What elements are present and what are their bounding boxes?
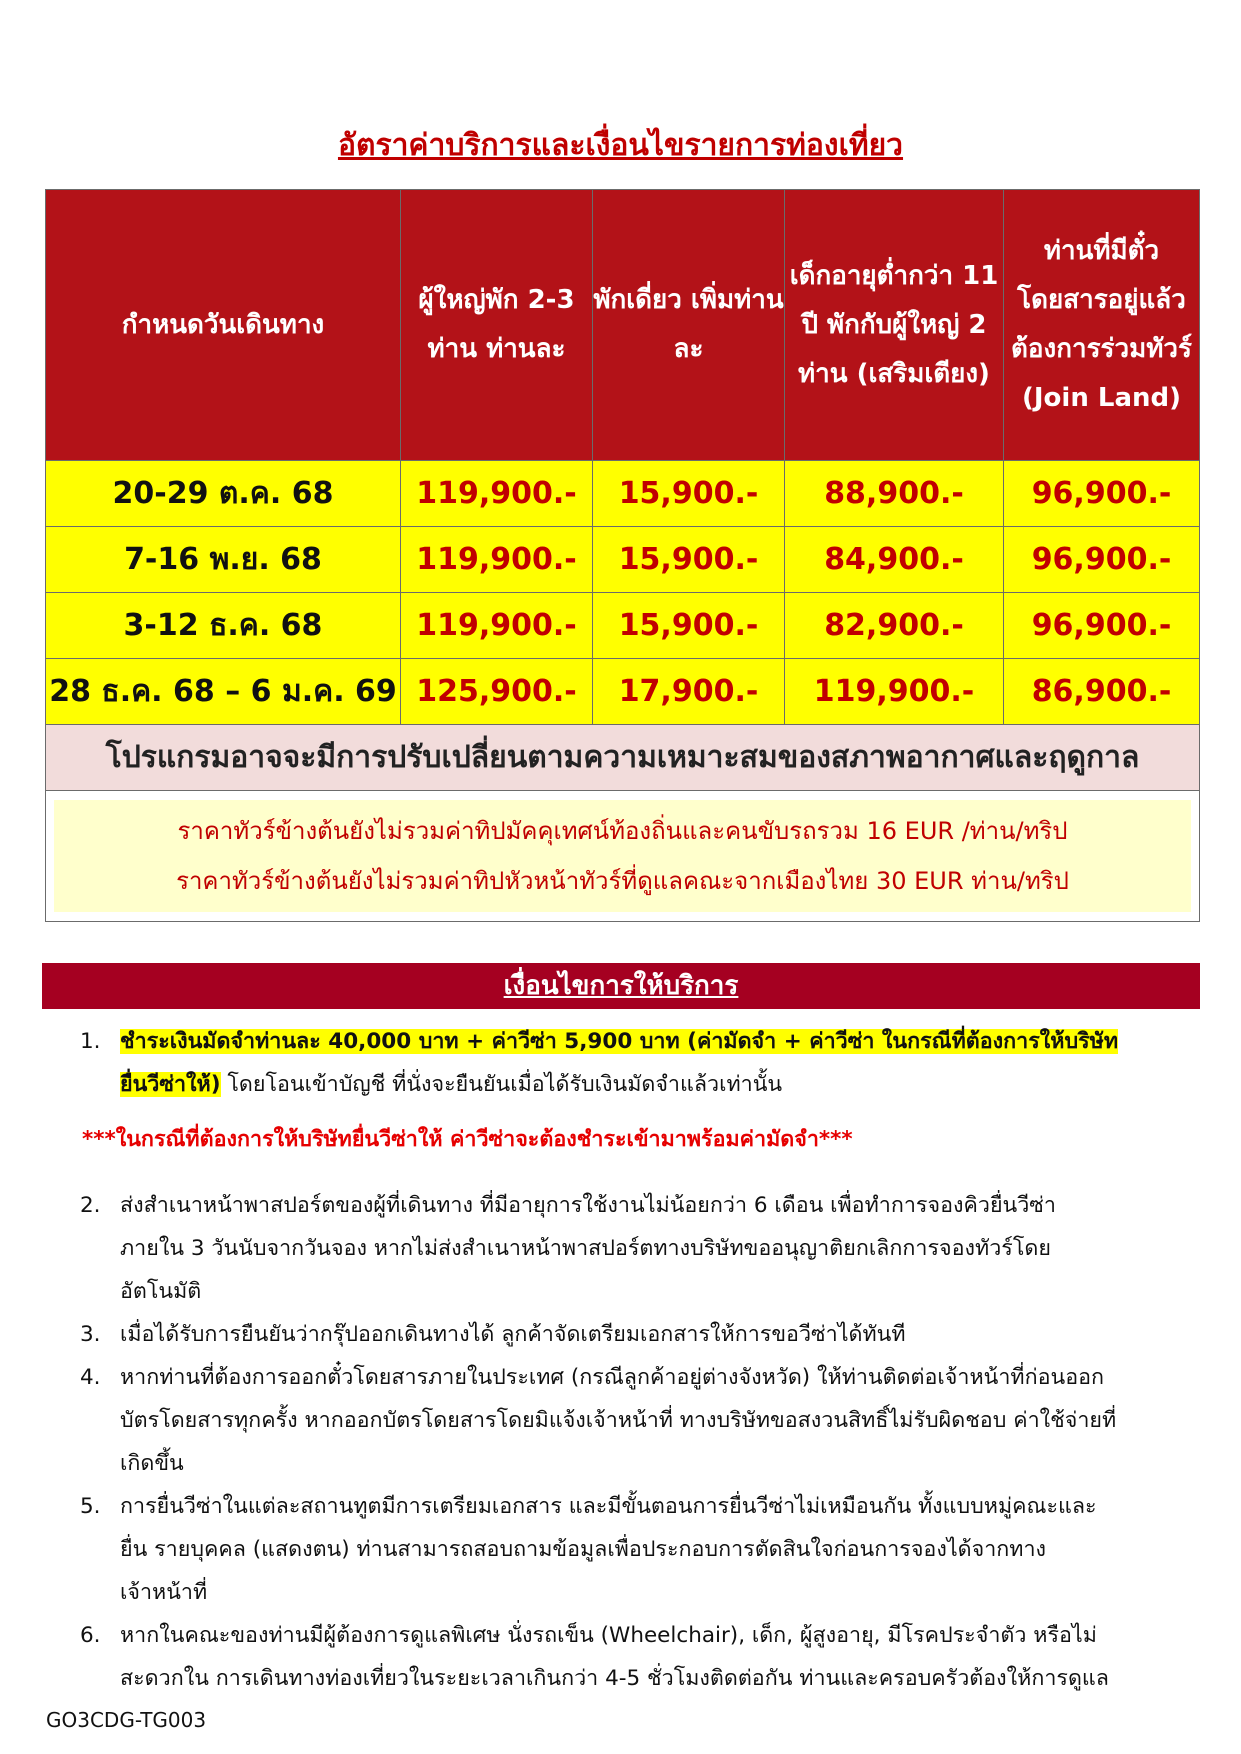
condition-line: บัตรโดยสารทุกครั้ง หากออกบัตรโดยสารโดยมิแจ้งเจ้าหน้าที่ ทางบริษัทขอสงวนสิทธิ์ไม่รับผิดชอบ ค่าใช้จ่ายที่ — [120, 1408, 1117, 1433]
condition-line: ภายใน 3 วันนับจากวันจอง หากไม่ส่งสำเนาหน้าพาสปอร์ตทางบริษัทขออนุญาติยกเลิกการจองทัวร์โดย — [120, 1236, 1051, 1261]
adult-price-cell: 119,900.- — [401, 527, 593, 593]
child-price-cell: 82,900.- — [785, 593, 1004, 659]
condition-line: เจ้าหน้าที่ — [120, 1580, 208, 1605]
condition-item — [80, 1313, 1200, 1356]
deposit-highlight: ชำระเงินมัดจำท่านละ 40,000 บาท + ค่าวีซ่า 5,900 บาท (ค่ามัดจำ + ค่าวีซ่า ในกรณีที่ต้องการให้บริษัท — [120, 1029, 1118, 1054]
visa-warning: ***ในกรณีที่ต้องการให้บริษัทยื่นวีซ่าให้ ค่าวีซ่าจะต้องชำระเข้ามาพร้อมค่ามัดจำ*** — [82, 1127, 853, 1152]
program-note: โปรแกรมอาจจะมีการปรับเปลี่ยนตามความเหมาะสมของสภาพอากาศและฤดูกาล — [46, 725, 1200, 791]
price-table — [45, 189, 1200, 922]
document-code: GO3CDG-TG003 — [46, 1708, 207, 1732]
adult-price-cell: 119,900.- — [401, 593, 593, 659]
program-note-row — [46, 725, 1200, 791]
tips-note-cell — [46, 791, 1200, 922]
condition-number: 6. — [80, 1623, 101, 1648]
child-price-cell: 119,900.- — [785, 659, 1004, 725]
condition-line: เมื่อได้รับการยืนยันว่ากรุ๊ปออกเดินทางได้ ลูกค้าจัดเตรียมเอกสารให้การขอวีซ่าได้ทันที — [120, 1322, 906, 1347]
condition-text — [120, 1313, 1200, 1356]
single-supplement-cell: 17,900.- — [593, 659, 785, 725]
travel-date-cell: 28 ธ.ค. 68 – 6 ม.ค. 69 — [46, 659, 401, 725]
condition-item — [80, 1485, 1200, 1614]
tips-note-box — [54, 800, 1191, 912]
condition-number: 5. — [80, 1494, 101, 1519]
table-row — [46, 593, 1200, 659]
condition-text — [120, 1614, 1200, 1700]
travel-date-cell: 20-29 ต.ค. 68 — [46, 461, 401, 527]
condition-number: 1. — [80, 1029, 101, 1054]
condition-text — [120, 1356, 1200, 1485]
condition-line: การยื่นวีซ่าในแต่ละสถานทูตมีการเตรียมเอกสาร และมีขั้นตอนการยื่นวีซ่าไม่เหมือนกัน ทั้งแบบหมู่คณะและ — [120, 1494, 1097, 1519]
child-price-cell: 88,900.- — [785, 461, 1004, 527]
table-row — [46, 659, 1200, 725]
adult-price-cell: 119,900.- — [401, 461, 593, 527]
travel-date-cell: 7-16 พ.ย. 68 — [46, 527, 401, 593]
header-single-supplement: พักเดี่ยว เพิ่มท่านละ — [593, 190, 785, 461]
condition-number: 3. — [80, 1322, 101, 1347]
single-supplement-cell: 15,900.- — [593, 593, 785, 659]
header-travel-date: กำหนดวันเดินทาง — [46, 190, 401, 461]
condition-number: 4. — [80, 1365, 101, 1390]
condition-item — [80, 1356, 1200, 1485]
header-adult-price: ผู้ใหญ่พัก 2-3 ท่าน ท่านละ — [401, 190, 593, 461]
header-join-land: ท่านที่มีตั๋วโดยสารอยู่แล้วต้องการร่วมทัวร์ (Join Land) — [1004, 190, 1200, 461]
condition-line: สะดวกใน การเดินทางท่องเที่ยวในระยะเวลาเกินกว่า 4-5 ชั่วโมงติดต่อกัน ท่านและครอบครัวต้องให้การดูแล — [120, 1666, 1109, 1691]
condition-text — [120, 1184, 1200, 1313]
join-land-cell: 96,900.- — [1004, 593, 1200, 659]
header-child-price: เด็กอายุต่ำกว่า 11 ปี พักกับผู้ใหญ่ 2 ท่าน (เสริมเตียง) — [785, 190, 1004, 461]
table-row — [46, 461, 1200, 527]
condition-number: 2. — [80, 1193, 101, 1218]
tip-note-line: ราคาทัวร์ข้างต้นยังไม่รวมค่าทิปมัคคุเทศน์ท้องถิ่นและคนขับรถรวม 16 EUR /ท่าน/ทริป — [177, 817, 1068, 845]
condition-text — [120, 1020, 1200, 1106]
child-price-cell: 84,900.- — [785, 527, 1004, 593]
adult-price-cell: 125,900.- — [401, 659, 593, 725]
condition-item — [80, 1614, 1200, 1700]
deposit-text: โดยโอนเข้าบัญชี ที่นั่งจะยืนยันเมื่อได้รับเงินมัดจำแล้วเท่านั้น — [220, 1072, 783, 1097]
tips-note-row — [46, 791, 1200, 922]
condition-line: หากท่านที่ต้องการออกตั๋วโดยสารภายในประเทศ (กรณีลูกค้าอยู่ต่างจังหวัด) ให้ท่านติดต่อเจ้าหน้าที่ก่อนออก — [120, 1365, 1105, 1390]
deposit-highlight: ยื่นวีซ่าให้) — [120, 1072, 221, 1097]
join-land-cell: 86,900.- — [1004, 659, 1200, 725]
condition-item — [80, 1020, 1200, 1106]
condition-line: เกิดขึ้น — [120, 1451, 184, 1476]
table-row — [46, 527, 1200, 593]
join-land-cell: 96,900.- — [1004, 461, 1200, 527]
condition-line: ยื่น รายบุคคล (แสดงตน) ท่านสามารถสอบถามข้อมูลเพื่อประกอบการตัดสินใจก่อนการจองได้จากทาง — [120, 1537, 1047, 1562]
table-header-row — [46, 190, 1200, 461]
join-land-cell: 96,900.- — [1004, 527, 1200, 593]
tip-note-line: ราคาทัวร์ข้างต้นยังไม่รวมค่าทิปหัวหน้าทัวร์ที่ดูแลคณะจากเมืองไทย 30 EUR ท่าน/ทริป — [176, 867, 1069, 895]
conditions-heading-bar — [42, 963, 1200, 1009]
condition-text — [120, 1485, 1200, 1614]
single-supplement-cell: 15,900.- — [593, 527, 785, 593]
single-supplement-cell: 15,900.- — [593, 461, 785, 527]
condition-line: ส่งสำเนาหน้าพาสปอร์ตของผู้ที่เดินทาง ที่มีอายุการใช้งานไม่น้อยกว่า 6 เดือน เพื่อทำการจองคิวยื่นวีซ่า — [120, 1193, 1056, 1218]
condition-item — [80, 1184, 1200, 1313]
travel-date-cell: 3-12 ธ.ค. 68 — [46, 593, 401, 659]
page-title: อัตราค่าบริการและเงื่อนไขรายการท่องเที่ยว — [337, 128, 904, 163]
condition-line: อัตโนมัติ — [120, 1279, 202, 1304]
condition-line: หากในคณะของท่านมีผู้ต้องการดูแลพิเศษ นั่งรถเข็น (Wheelchair), เด็ก, ผู้สูงอายุ, มีโรคประจำตัว หรือไม่ — [120, 1623, 1097, 1648]
conditions-heading: เงื่อนไขการให้บริการ — [503, 971, 739, 1001]
